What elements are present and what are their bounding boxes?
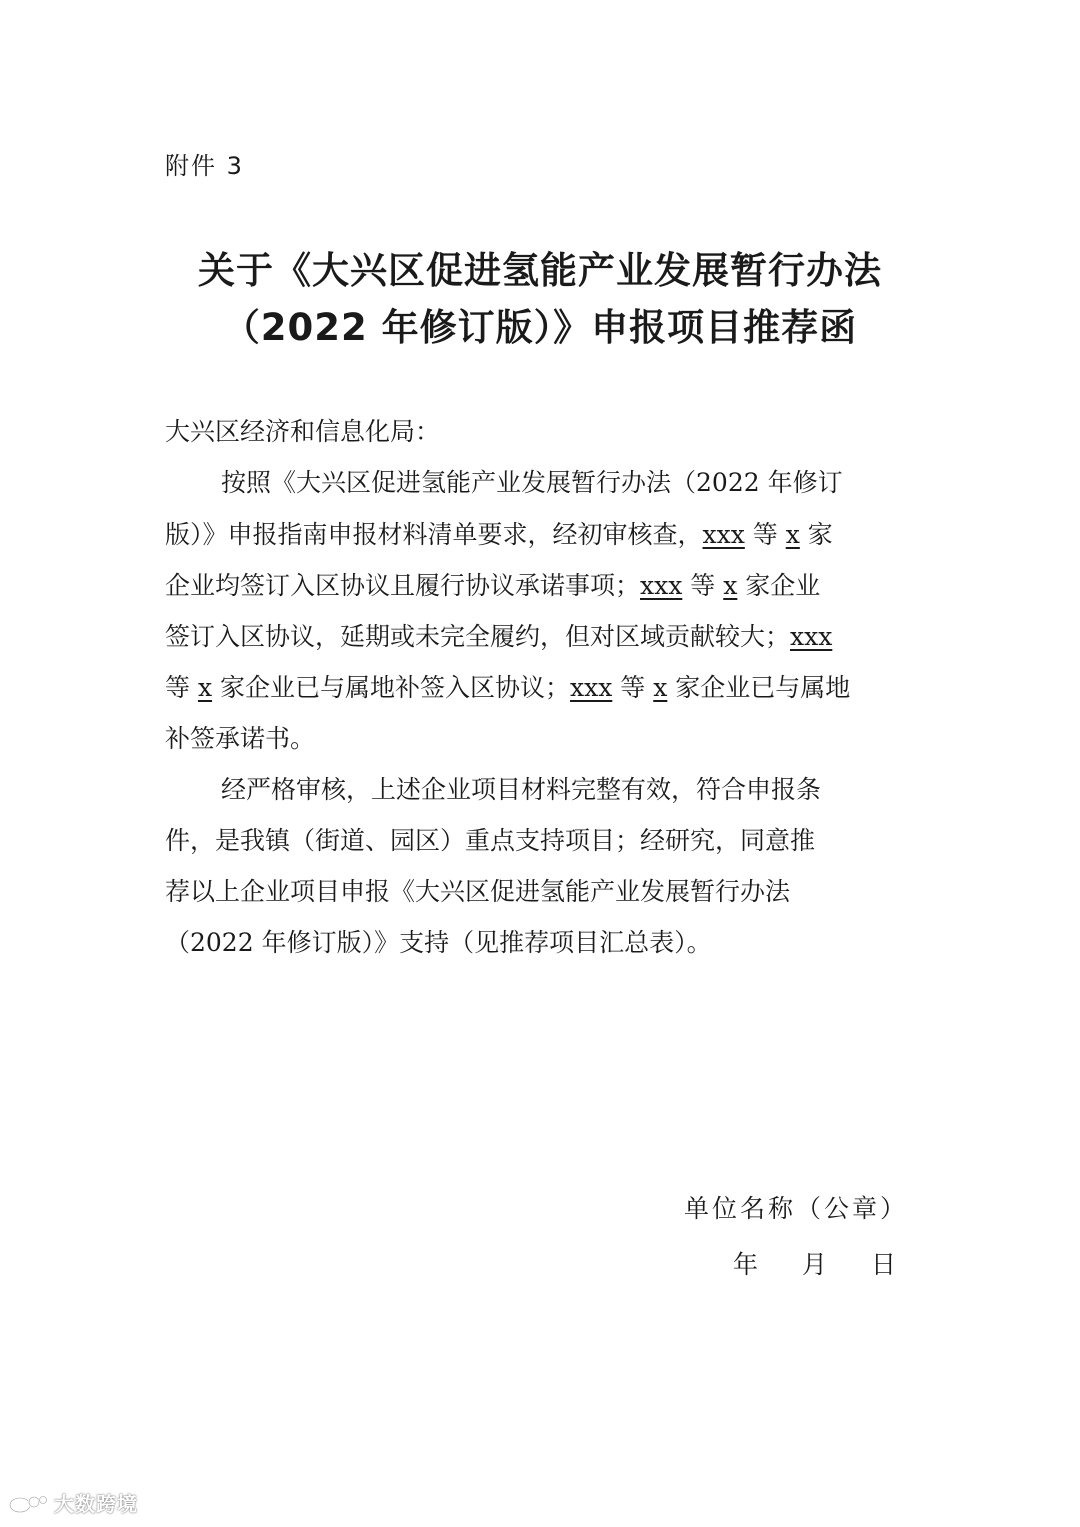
date-day-label: 日 bbox=[871, 1250, 897, 1279]
paragraph-1-line-1: 按照《大兴区促进氢能产业发展暂行办法（2022 年修订 bbox=[221, 468, 843, 497]
signature-unit-name: 单位名称（公章） bbox=[684, 1194, 909, 1223]
placeholder-company: xxx bbox=[640, 571, 683, 600]
placeholder-count: x bbox=[197, 673, 213, 702]
placeholder-count: x bbox=[653, 673, 668, 702]
placeholder-company: xxx bbox=[702, 520, 745, 549]
paragraph-1-line-5: 等 x 家企业已与属地补签入区协议；xxx 等 x 家企业已与属地 bbox=[165, 673, 851, 702]
paragraph-2-line-1: 经严格审核，上述企业项目材料完整有效，符合申报条 bbox=[221, 775, 822, 804]
placeholder-company: xxx bbox=[790, 622, 833, 651]
paragraph-2-line-2: 件，是我镇（街道、园区）重点支持项目；经研究，同意推 bbox=[165, 826, 816, 855]
weibo-style-logo-icon bbox=[8, 1492, 48, 1514]
attachment-label: 附件 3 bbox=[165, 152, 244, 180]
paragraph-1-line-4: 签订入区协议，延期或未完全履约，但对区域贡献较大；xxx bbox=[165, 622, 833, 651]
salutation: 大兴区经济和信息化局： bbox=[165, 417, 441, 446]
paragraph-1-line-6: 补签承诺书。 bbox=[165, 724, 316, 753]
placeholder-count: x bbox=[785, 520, 800, 549]
signature-date bbox=[733, 1252, 896, 1277]
date-month-label: 月 bbox=[802, 1250, 828, 1279]
date-year-label: 年 bbox=[733, 1250, 759, 1279]
paragraph-1-line-3: 企业均签订入区协议且履行协议承诺事项；xxx 等 x 家企业 bbox=[165, 571, 821, 600]
paragraph-1-line-2: 版）》申报指南申报材料清单要求，经初审核查，xxx 等 x 家 bbox=[165, 520, 833, 549]
document-title-line-1: 关于《大兴区促进氢能产业发展暂行办法 bbox=[198, 249, 882, 292]
placeholder-count: x bbox=[723, 571, 738, 600]
document-title-line-2: （2022 年修订版）》申报项目推荐函 bbox=[222, 306, 858, 349]
watermark bbox=[8, 1488, 138, 1517]
paragraph-2-line-4: （2022 年修订版）》支持（见推荐项目汇总表）。 bbox=[165, 928, 712, 957]
watermark-text: 大数跨境 bbox=[54, 1492, 138, 1516]
placeholder-company: xxx bbox=[570, 673, 613, 702]
paragraph-2-line-3: 荐以上企业项目申报《大兴区促进氢能产业发展暂行办法 bbox=[165, 877, 791, 906]
